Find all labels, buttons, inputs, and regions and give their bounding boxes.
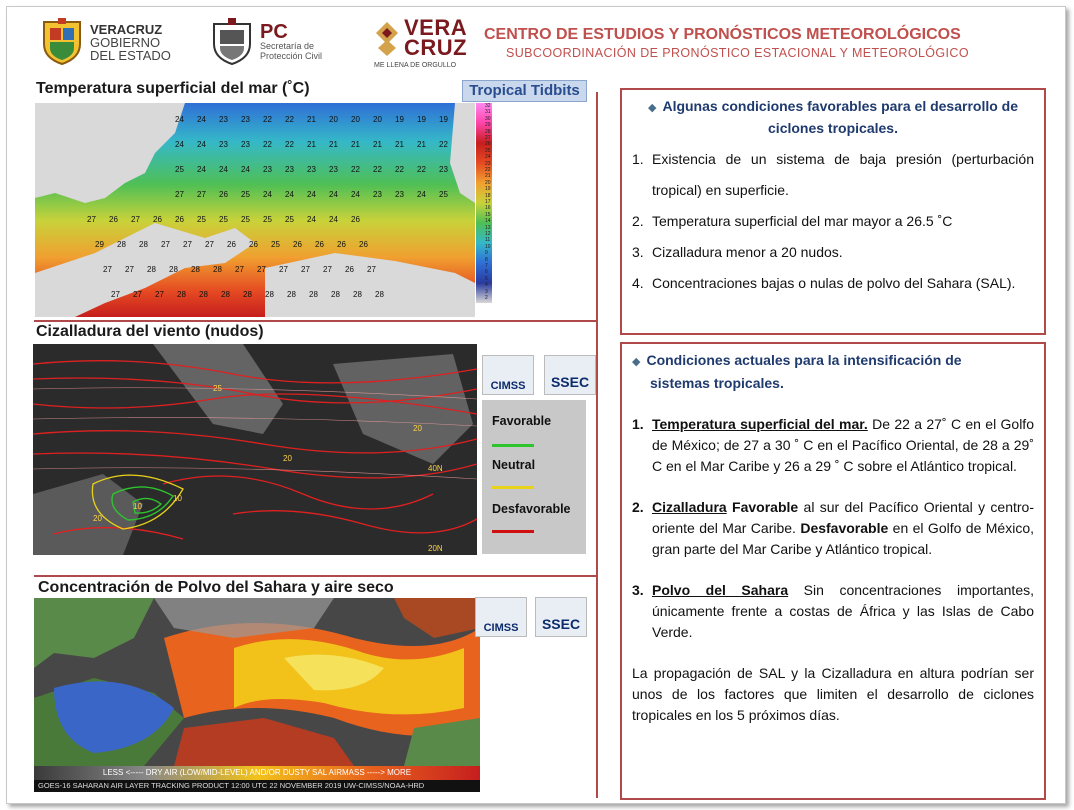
logo-pc-line1: Secretaría de <box>260 41 315 51</box>
sst-value: 21 <box>417 140 426 149</box>
logo-vc-line2: CRUZ <box>404 35 468 60</box>
cimss-logo-sal <box>475 597 527 637</box>
sst-value: 24 <box>329 190 338 199</box>
sst-value: 25 <box>285 215 294 224</box>
sst-scale-tick: 19 <box>485 186 491 193</box>
logo-pc-line2: Protección Civil <box>260 51 323 61</box>
favorable-conditions-heading <box>632 96 1034 138</box>
vertical-divider <box>596 92 598 798</box>
ssec-label: SSEC <box>550 374 590 390</box>
sst-scale-tick: 17 <box>485 199 491 205</box>
logo-vc-line1: VERA <box>404 15 468 40</box>
condition-dust: 3. Polvo del Sahara Sin concentraciones importantes, únicamente frente a costas de África y las Islas de Cabo Verde. <box>632 582 1034 640</box>
sst-value: 19 <box>395 115 404 124</box>
closing-paragraph: La propagación de SAL y la Cizalladura en altura podrían ser unos de los factores que limiten el desarrollo de ciclones tropicales en los 5 próximos días. <box>632 665 1034 723</box>
shear-contour-label: 25 <box>213 384 222 393</box>
sst-value: 24 <box>307 215 316 224</box>
sst-scale-tick: 26 <box>485 141 491 148</box>
sst-value: 24 <box>197 140 206 149</box>
page-title: CENTRO DE ESTUDIOS Y PRONÓSTICOS METEOROLÓGICOS <box>484 26 961 43</box>
sst-value: 23 <box>395 190 404 199</box>
sst-value: 21 <box>329 140 338 149</box>
sst-value: 27 <box>87 215 96 224</box>
list-item: 4. Concentraciones bajas o nulas de polvo del Sahara (SAL). <box>632 275 1016 291</box>
sst-value: 28 <box>213 265 222 274</box>
sst-value: 26 <box>359 240 368 249</box>
sst-value: 23 <box>219 115 228 124</box>
sst-scale-tick: 11 <box>485 237 491 244</box>
sst-scale-tick: 21 <box>485 173 491 180</box>
sst-value: 26 <box>345 265 354 274</box>
divider-shear <box>34 575 596 577</box>
ssec-logo-sal <box>535 597 587 637</box>
sst-value: 20 <box>351 115 360 124</box>
sst-value: 28 <box>309 290 318 299</box>
sst-scale-tick: 5 <box>485 275 488 282</box>
sst-value: 28 <box>147 265 156 274</box>
sst-value: 24 <box>285 190 294 199</box>
sst-value: 27 <box>103 265 112 274</box>
sst-value: 26 <box>227 240 236 249</box>
condition-shear: 2. Cizalladura Favorable al sur del Pacífico Oriental y centro-oriente del Mar Caribe. Desfavorable en el Golfo de México, gran parte del Mar Caribe y Atlántico tropical. <box>632 499 1034 557</box>
legend-neutral-line <box>492 486 534 489</box>
ssec-logo-shear <box>544 355 596 395</box>
sst-value: 28 <box>139 240 148 249</box>
box1-heading-line2: ciclones tropicales. <box>768 120 898 136</box>
diamond-bullet-icon: ◆ <box>632 356 641 368</box>
sst-value: 19 <box>417 115 426 124</box>
box2-heading-line1: Condiciones actuales para la intensificación de <box>646 352 962 368</box>
sst-value: 24 <box>197 165 206 174</box>
sst-value: 22 <box>439 140 448 149</box>
sst-value: 20 <box>373 115 382 124</box>
sst-scale-tick: 3 <box>485 288 488 295</box>
sst-value: 28 <box>169 265 178 274</box>
legend-favorable-line <box>492 444 534 447</box>
sst-value: 26 <box>249 240 258 249</box>
sst-map <box>35 103 475 317</box>
sst-value: 22 <box>395 165 404 174</box>
logo-veracruz-gobierno <box>40 18 171 66</box>
sst-value: 28 <box>117 240 126 249</box>
sst-value: 23 <box>285 165 294 174</box>
sal-footer-label: GOES-16 SAHARAN AIR LAYER TRACKING PRODUCT 12:00 UTC 22 NOVEMBER 2019 UW-CIMSS/NOAA-HRD <box>38 781 425 790</box>
sst-value: 23 <box>241 140 250 149</box>
list-item: 1. Existencia de un sistema de baja presión (perturbación tropical) en superficie. <box>632 151 1034 198</box>
sst-value: 25 <box>197 215 206 224</box>
sst-value: 29 <box>95 240 104 249</box>
sst-value: 24 <box>329 215 338 224</box>
sst-value: 26 <box>293 240 302 249</box>
sst-value: 27 <box>183 240 192 249</box>
sst-scale-tick: 29 <box>485 122 491 129</box>
logo-veracruz-line2: GOBIERNO <box>90 34 161 50</box>
saharan-dust-graphic <box>34 598 480 766</box>
sal-section-title: Concentración de Polvo del Sahara y aire seco <box>38 579 394 596</box>
sst-value: 20 <box>329 115 338 124</box>
sst-value: 27 <box>367 265 376 274</box>
shear-legend <box>482 400 586 554</box>
sst-scale-tick: 27 <box>485 135 491 141</box>
sst-scale-tick: 25 <box>485 147 491 154</box>
sst-scale-tick: 16 <box>485 205 491 212</box>
sst-value: 27 <box>133 290 142 299</box>
sst-value: 27 <box>155 290 164 299</box>
sst-value: 22 <box>285 140 294 149</box>
favorable-conditions-box <box>620 88 1046 335</box>
cimss-label: CIMSS <box>490 380 526 392</box>
page-subtitle: SUBCOORDINACIÓN DE PRONÓSTICO ESTACIONAL Y METEOROLÓGICO <box>506 46 969 60</box>
sst-value: 28 <box>375 290 384 299</box>
sst-value-labels <box>35 103 475 317</box>
sst-value: 24 <box>241 165 250 174</box>
sst-value: 23 <box>219 140 228 149</box>
logo-veracruz-line3: DEL ESTADO <box>90 47 171 63</box>
sst-value: 22 <box>263 115 272 124</box>
sst-value: 25 <box>271 240 280 249</box>
condition-shear-favorable: Favorable <box>732 499 799 515</box>
sst-scale-tick: 6 <box>485 269 488 276</box>
sal-legend-label: LESS <----- DRY AIR (LOW/MID-LEVEL) AND/OR DUSTY SAL AIRMASS -----> MORE <box>102 768 412 777</box>
sst-value: 26 <box>219 190 228 199</box>
sst-value: 28 <box>221 290 230 299</box>
sst-value: 25 <box>263 215 272 224</box>
sst-value: 27 <box>235 265 244 274</box>
sst-scale-tick: 8 <box>485 256 488 263</box>
sst-value: 27 <box>257 265 266 274</box>
shear-contour-label: 20 <box>283 454 292 463</box>
sst-value: 23 <box>373 190 382 199</box>
sst-value: 21 <box>307 115 316 124</box>
sst-value: 24 <box>307 190 316 199</box>
sst-value: 27 <box>161 240 170 249</box>
sst-scale-tick: 18 <box>485 192 491 199</box>
sst-value: 25 <box>241 190 250 199</box>
shear-section-title: Cizalladura del viento (nudos) <box>36 323 264 340</box>
sst-value: 23 <box>307 165 316 174</box>
sst-value: 28 <box>191 265 200 274</box>
tropical-tidbits-logo: Tropical Tidbits <box>462 80 587 102</box>
sst-value: 23 <box>263 165 272 174</box>
sst-scale-tick: 10 <box>485 243 491 250</box>
sal-footer-bar <box>34 780 480 792</box>
condition-sst: 1. Temperatura superficial del mar. De 22 a 27˚ C en el Golfo de México; de 27 a 30 ˚ C en el Pacífico Oriental, de 28 a 29˚ C en el Mar Caribe y 26 a 29 ˚ C sobre el Atlántico tropical. <box>632 416 1034 474</box>
sst-value: 21 <box>395 140 404 149</box>
legend-neutral: Neutral <box>492 458 536 472</box>
logo-proteccion-civil <box>210 18 322 66</box>
favorable-conditions-list <box>632 144 1034 299</box>
sst-value: 27 <box>205 240 214 249</box>
divider-sst <box>34 320 596 322</box>
current-conditions-heading <box>632 350 1034 394</box>
sst-scale-tick: 14 <box>485 218 491 225</box>
shear-contour-label: 40N <box>428 464 443 473</box>
sst-value: 27 <box>125 265 134 274</box>
sst-value: 27 <box>111 290 120 299</box>
diamond-bullet-icon: ◆ <box>647 102 657 114</box>
sst-scale-tick: 22 <box>485 167 491 173</box>
box2-heading-line2: sistemas tropicales. <box>650 375 784 391</box>
sst-value: 28 <box>287 290 296 299</box>
legend-favorable: Favorable <box>492 414 552 428</box>
sst-value: 25 <box>439 190 448 199</box>
sst-value: 22 <box>285 115 294 124</box>
sst-value: 24 <box>351 190 360 199</box>
sst-value: 27 <box>279 265 288 274</box>
sst-value: 24 <box>175 140 184 149</box>
sst-value: 24 <box>219 165 228 174</box>
ssec-label-sal: SSEC <box>541 616 581 632</box>
sst-value: 21 <box>351 140 360 149</box>
sst-scale-tick: 30 <box>485 115 491 122</box>
sst-value: 27 <box>175 190 184 199</box>
sst-value: 28 <box>177 290 186 299</box>
logo-pc-title: PC <box>260 21 288 43</box>
sst-scale-tick: 2 <box>485 295 488 301</box>
condition-sst-label: Temperatura superficial del mar. <box>652 416 868 432</box>
sst-scale-tick: 9 <box>485 250 488 257</box>
condition-dust-text: Sin concentraciones importantes, únicamente frente a costas de África y las Islas de Cabo Verde. <box>652 582 1034 640</box>
sst-value: 28 <box>353 290 362 299</box>
sst-color-scale <box>476 103 492 303</box>
sst-value: 26 <box>153 215 162 224</box>
shear-contour-label: 10 <box>133 502 142 511</box>
sst-value: 22 <box>417 165 426 174</box>
cimss-label-sal: CIMSS <box>483 622 519 634</box>
cimss-logo-shear <box>482 355 534 395</box>
sst-scale-tick: 15 <box>485 211 491 218</box>
sst-value: 21 <box>373 140 382 149</box>
shear-contour-label: 20N <box>428 544 443 553</box>
sst-value: 23 <box>439 165 448 174</box>
sst-value: 26 <box>351 215 360 224</box>
sst-scale-tick: 4 <box>485 282 488 289</box>
sst-scale-tick: 31 <box>485 109 491 116</box>
condition-dust-label: Polvo del Sahara <box>652 582 789 598</box>
sst-value: 28 <box>243 290 252 299</box>
sst-value: 24 <box>417 190 426 199</box>
logo-vc-tagline: ME LLENA DE ORGULLO <box>374 62 457 69</box>
sst-scale-tick: 20 <box>485 179 491 186</box>
sst-value: 25 <box>175 165 184 174</box>
sst-scale-tick: 12 <box>485 231 491 237</box>
logo-veracruz-line1: VERACRUZ <box>90 21 163 37</box>
sst-value: 23 <box>241 115 250 124</box>
veracruz-shield-icon <box>40 18 84 66</box>
condition-shear-unfavorable: Desfavorable <box>800 520 889 536</box>
shear-contour-labels <box>33 344 477 555</box>
legend-unfavorable: Desfavorable <box>492 502 571 516</box>
wind-shear-map <box>33 344 477 555</box>
sst-value: 19 <box>439 115 448 124</box>
sst-value: 26 <box>315 240 324 249</box>
proteccion-civil-shield-icon <box>210 18 254 66</box>
sst-scale-tick: 32 <box>485 103 491 109</box>
sst-value: 27 <box>131 215 140 224</box>
sst-value: 28 <box>199 290 208 299</box>
sst-value: 25 <box>241 215 250 224</box>
shear-contour-label: 20 <box>413 424 422 433</box>
legend-unfavorable-line <box>492 530 534 533</box>
sst-value: 22 <box>263 140 272 149</box>
shear-contour-label: 20 <box>93 514 102 523</box>
sal-legend-bar <box>34 766 480 780</box>
sst-value: 28 <box>331 290 340 299</box>
sst-section-title: Temperatura superficial del mar (˚C) <box>36 80 310 97</box>
sst-value: 26 <box>109 215 118 224</box>
list-item: 3. Cizalladura menor a 20 nudos. <box>632 244 843 260</box>
sst-value: 26 <box>175 215 184 224</box>
sst-value: 24 <box>175 115 184 124</box>
sst-value: 26 <box>337 240 346 249</box>
sst-value: 27 <box>323 265 332 274</box>
box1-heading-line1: Algunas condiciones favorables para el desarrollo de <box>662 98 1019 114</box>
sst-value: 28 <box>265 290 274 299</box>
sst-value: 27 <box>301 265 310 274</box>
sst-scale-tick: 24 <box>485 154 491 161</box>
saharan-dust-map <box>34 598 480 792</box>
current-conditions-box <box>620 342 1046 800</box>
logo-veracruz-orgullo <box>374 15 468 69</box>
sst-value: 22 <box>373 165 382 174</box>
sst-scale-tick: 23 <box>485 160 491 167</box>
sst-value: 25 <box>219 215 228 224</box>
condition-sst-text: De 22 a 27˚ C en el Golfo de México; de 27 a 30 ˚ C en el Pacífico Oriental, de 28 a 29˚ C en el Mar Caribe y 26 a 29 ˚ C sobre el Atlántico tropical. <box>652 416 1034 474</box>
sst-value: 22 <box>351 165 360 174</box>
sst-scale-tick: 28 <box>485 128 491 135</box>
sst-value: 23 <box>329 165 338 174</box>
condition-shear-label: Cizalladura <box>652 499 727 515</box>
sst-value: 24 <box>197 115 206 124</box>
shear-contour-label: 10 <box>173 494 182 503</box>
sst-value: 24 <box>263 190 272 199</box>
sst-scale-tick: 7 <box>485 263 488 269</box>
sst-value: 21 <box>307 140 316 149</box>
list-item: 2. Temperatura superficial del mar mayor a 26.5 ˚C <box>632 213 953 229</box>
sst-scale-tick: 13 <box>485 224 491 231</box>
veracruz-pattern-icon <box>374 20 400 56</box>
sst-value: 27 <box>197 190 206 199</box>
